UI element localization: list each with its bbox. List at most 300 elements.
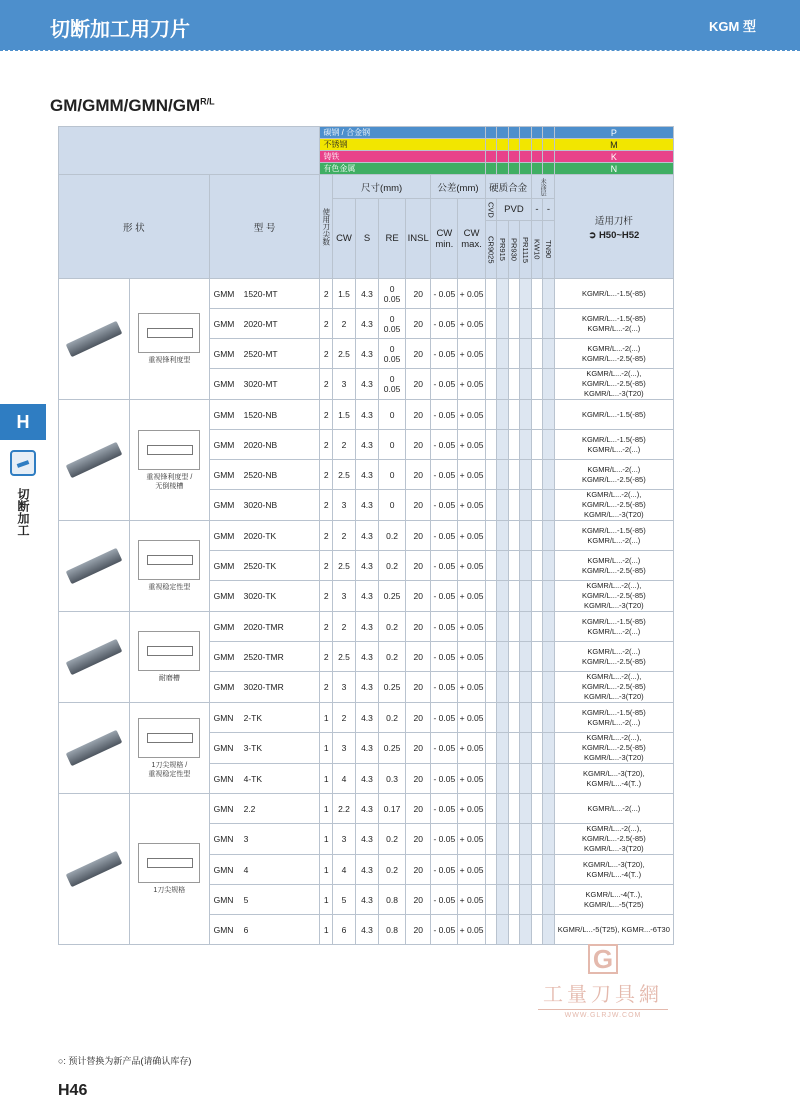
grade-availability (485, 885, 497, 915)
cw-min-value: - 0.05 (431, 824, 458, 855)
re-value: 0.8 (378, 915, 405, 945)
insert-spec-table (58, 126, 674, 945)
grade-availability (543, 733, 555, 764)
footnote: ○: 预计替换为新产品(请确认库存) (58, 1056, 192, 1066)
dash-header: - (531, 199, 543, 221)
grade-availability (508, 279, 520, 309)
grade-availability (520, 764, 532, 794)
grade-availability (543, 430, 555, 460)
grade-availability (520, 915, 532, 945)
grade-availability (531, 430, 543, 460)
grade-availability (543, 703, 555, 733)
re-header: RE (378, 199, 405, 279)
cw-min-value: - 0.05 (431, 490, 458, 521)
model-code: GMN 4 (209, 855, 320, 885)
insert-photo (59, 279, 130, 400)
insert-image (66, 442, 123, 478)
grade-availability (531, 400, 543, 430)
cw-value: 2 (332, 521, 355, 551)
edges-value: 2 (320, 642, 333, 672)
chapter-tab[interactable]: H (0, 404, 46, 440)
grade-availability (508, 490, 520, 521)
grade-availability (497, 551, 509, 581)
model-code: GMM 2520-TMR (209, 642, 320, 672)
header-blank (59, 127, 320, 175)
material-grade-mark (543, 127, 555, 139)
cw-value: 3 (332, 581, 355, 612)
insl-value: 20 (406, 369, 431, 400)
s-value: 4.3 (355, 369, 378, 400)
re-value: 0.2 (378, 551, 405, 581)
cw-value: 2 (332, 612, 355, 642)
s-value: 4.3 (355, 400, 378, 430)
grade-availability (508, 521, 520, 551)
grade-availability (531, 612, 543, 642)
cw-max-value: + 0.05 (458, 824, 485, 855)
table-row[interactable] (59, 794, 674, 824)
s-value: 4.3 (355, 733, 378, 764)
table-row[interactable] (59, 612, 674, 642)
re-value: 0.17 (378, 794, 405, 824)
s-value: 4.3 (355, 339, 378, 369)
insert-drawing (138, 540, 200, 580)
holder-value: KGMR/L...-2(...) KGMR/L...-2.5(-85) (554, 460, 673, 490)
s-value: 4.3 (355, 672, 378, 703)
grade-availability (485, 642, 497, 672)
holder-value: KGMR/L...-2(...) (554, 794, 673, 824)
cw-min-value: - 0.05 (431, 309, 458, 339)
re-value: 0.2 (378, 612, 405, 642)
model-code: GMN 2.2 (209, 794, 320, 824)
material-grade-mark (485, 139, 497, 151)
grade-availability (531, 339, 543, 369)
pvd-header: PVD (497, 199, 532, 221)
re-value: 0 0.05 (378, 339, 405, 369)
page-number: H46 (58, 1082, 88, 1099)
holder-value: KGMR/L...-3(T20), KGMR/L...-4(T..) (554, 855, 673, 885)
s-value: 4.3 (355, 551, 378, 581)
grade-availability (485, 400, 497, 430)
grade-availability (543, 915, 555, 945)
edges-value: 2 (320, 309, 333, 339)
grade-availability (497, 612, 509, 642)
s-value: 4.3 (355, 855, 378, 885)
s-value: 4.3 (355, 309, 378, 339)
cw-min-value: - 0.05 (431, 339, 458, 369)
holder-value: KGMR/L...-2(...) KGMR/L...-2.5(-85) (554, 642, 673, 672)
re-value: 0 (378, 430, 405, 460)
cutoff-tool-icon (10, 450, 36, 476)
grade-availability (531, 521, 543, 551)
grade-availability (520, 581, 532, 612)
insert-photo (59, 612, 130, 703)
edges-value: 2 (320, 612, 333, 642)
grade-availability (497, 279, 509, 309)
shape-header: 形 状 (59, 175, 210, 279)
cw-value: 4 (332, 855, 355, 885)
cw-min-value: - 0.05 (431, 460, 458, 490)
grade-availability (543, 855, 555, 885)
grade-availability (543, 490, 555, 521)
grade-availability (531, 581, 543, 612)
insl-header: INSL (406, 199, 431, 279)
material-grade-mark (485, 163, 497, 175)
holder-value: KGMR/L...-2(...), KGMR/L...-2.5(-85) KGMR/L...-3(T20) (554, 824, 673, 855)
re-value: 0.3 (378, 764, 405, 794)
grade-availability (497, 885, 509, 915)
grade-header: CR9025 (485, 221, 497, 279)
model-code: GMM 1520-NB (209, 400, 320, 430)
grade-availability (531, 490, 543, 521)
model-code: GMM 3020-TK (209, 581, 320, 612)
re-value: 0.25 (378, 733, 405, 764)
edges-value: 1 (320, 764, 333, 794)
cw-max-value: + 0.05 (458, 794, 485, 824)
model-code: GMN 6 (209, 915, 320, 945)
grade-availability (543, 672, 555, 703)
cw-max-value: + 0.05 (458, 400, 485, 430)
insert-image (66, 321, 123, 357)
insert-photo (59, 703, 130, 794)
edges-value: 2 (320, 430, 333, 460)
table-row[interactable] (59, 703, 674, 733)
holder-value: KGMR/L...-5(T25), KGMR...-6T30 (554, 915, 673, 945)
grade-availability (508, 551, 520, 581)
edges-value: 1 (320, 855, 333, 885)
material-grade-mark (497, 151, 509, 163)
cw-max-value: + 0.05 (458, 521, 485, 551)
insl-value: 20 (406, 430, 431, 460)
grade-availability (508, 309, 520, 339)
cw-min-value: - 0.05 (431, 855, 458, 885)
grade-availability (508, 400, 520, 430)
model-code: GMM 1520-MT (209, 279, 320, 309)
grade-availability (508, 855, 520, 885)
cw-min-value: - 0.05 (431, 400, 458, 430)
cw-value: 2.5 (332, 551, 355, 581)
grade-availability (497, 430, 509, 460)
model-code: GMM 2520-NB (209, 460, 320, 490)
grade-availability (520, 279, 532, 309)
grade-availability (508, 733, 520, 764)
edges-value: 1 (320, 915, 333, 945)
cw-value: 2.5 (332, 339, 355, 369)
grade-availability (543, 885, 555, 915)
grade-availability (520, 824, 532, 855)
insl-value: 20 (406, 794, 431, 824)
grade-availability (543, 400, 555, 430)
grade-availability (485, 672, 497, 703)
material-grade-mark (508, 151, 520, 163)
grade-availability (520, 339, 532, 369)
cw-min-value: - 0.05 (431, 764, 458, 794)
material-grade-mark (520, 127, 532, 139)
uncoated-header: 未涂层 (531, 175, 554, 199)
edges-value: 1 (320, 733, 333, 764)
grade-availability (508, 672, 520, 703)
cw-value: 5 (332, 885, 355, 915)
insert-drawing (138, 843, 200, 883)
cw-value: 6 (332, 915, 355, 945)
s-value: 4.3 (355, 642, 378, 672)
grade-availability (531, 885, 543, 915)
insert-diagram (130, 703, 209, 794)
grade-availability (531, 551, 543, 581)
insert-type-caption: 1刀尖规格 (153, 887, 186, 894)
cw-min-value: - 0.05 (431, 551, 458, 581)
insl-value: 20 (406, 764, 431, 794)
cw-header: CW (332, 199, 355, 279)
insl-value: 20 (406, 339, 431, 369)
cw-min-value: - 0.05 (431, 642, 458, 672)
grade-availability (520, 642, 532, 672)
grade-availability (531, 642, 543, 672)
model-code: GMN 4-TK (209, 764, 320, 794)
insl-value: 20 (406, 703, 431, 733)
model-code: GMM 2520-TK (209, 551, 320, 581)
grade-header: PR1115 (520, 221, 532, 279)
insert-drawing (138, 718, 200, 758)
insl-value: 20 (406, 855, 431, 885)
grade-availability (485, 369, 497, 400)
watermark-text: 工量刀具網 (543, 984, 663, 1006)
cw-max-value: + 0.05 (458, 309, 485, 339)
grade-availability (543, 460, 555, 490)
grade-availability (520, 551, 532, 581)
grade-availability (508, 642, 520, 672)
model-code: GMM 3020-MT (209, 369, 320, 400)
insert-photo (59, 521, 130, 612)
cw-max-value: + 0.05 (458, 855, 485, 885)
edges-value: 2 (320, 339, 333, 369)
grade-availability (520, 672, 532, 703)
watermark-logo: G (588, 944, 618, 974)
cw-min-value: - 0.05 (431, 703, 458, 733)
cw-min-value: - 0.05 (431, 430, 458, 460)
grade-availability (543, 581, 555, 612)
material-code: N (554, 163, 673, 175)
model-code: GMM 2520-MT (209, 339, 320, 369)
cw-max-value: + 0.05 (458, 612, 485, 642)
material-code: M (554, 139, 673, 151)
insert-type-caption: 重视锋利度型 / 无倒棱槽 (146, 473, 193, 490)
watermark-url: WWW.GLRJW.COM (538, 1009, 668, 1019)
cw-max-value: + 0.05 (458, 764, 485, 794)
cw-value: 3 (332, 490, 355, 521)
material-grade-mark (520, 151, 532, 163)
cw-value: 4 (332, 764, 355, 794)
re-value: 0.2 (378, 855, 405, 885)
re-value: 0 0.05 (378, 279, 405, 309)
insert-drawing (138, 313, 200, 353)
material-grade-mark (508, 127, 520, 139)
edges-value: 2 (320, 672, 333, 703)
material-grade-mark (485, 151, 497, 163)
insl-value: 20 (406, 672, 431, 703)
holder-value: KGMR/L...-1.5(-85) KGMR/L...-2(...) (554, 612, 673, 642)
grade-header: PR930 (508, 221, 520, 279)
grade-availability (508, 915, 520, 945)
grade-availability (520, 885, 532, 915)
cw-min-value: - 0.05 (431, 885, 458, 915)
edges-value: 2 (320, 369, 333, 400)
edges-value: 1 (320, 885, 333, 915)
insl-value: 20 (406, 581, 431, 612)
dash-header: - (543, 199, 555, 221)
cw-min-value: - 0.05 (431, 279, 458, 309)
cvd-header: CVD (485, 199, 497, 221)
material-row (59, 127, 674, 139)
edges-value: 2 (320, 460, 333, 490)
s-value: 4.3 (355, 885, 378, 915)
grade-availability (531, 733, 543, 764)
grade-availability (520, 855, 532, 885)
holder-value: KGMR/L...-1.5(-85) (554, 279, 673, 309)
material-grade-mark (531, 127, 543, 139)
insert-diagram (130, 400, 209, 521)
cw-value: 2 (332, 309, 355, 339)
model-code: GMN 2-TK (209, 703, 320, 733)
grade-availability (497, 855, 509, 885)
grade-availability (508, 703, 520, 733)
cw-max-header: CW max. (458, 199, 485, 279)
re-value: 0 0.05 (378, 309, 405, 339)
s-value: 4.3 (355, 915, 378, 945)
table-row[interactable] (59, 521, 674, 551)
watermark (538, 944, 668, 1019)
table-row[interactable] (59, 400, 674, 430)
holder-header: 适用刀杆 ➲ H50~H52 (554, 175, 673, 279)
holder-value: KGMR/L...-2(...), KGMR/L...-2.5(-85) KGMR/L...-3(T20) (554, 733, 673, 764)
insert-photo (59, 400, 130, 521)
grade-availability (497, 581, 509, 612)
holder-value: KGMR/L...-1.5(-85) (554, 400, 673, 430)
cw-max-value: + 0.05 (458, 369, 485, 400)
re-value: 0.8 (378, 885, 405, 915)
grade-availability (543, 642, 555, 672)
grade-availability (520, 521, 532, 551)
holder-value: KGMR/L...-2(...), KGMR/L...-2.5(-85) KGMR/L...-3(T20) (554, 581, 673, 612)
holder-value: KGMR/L...-1.5(-85) KGMR/L...-2(...) (554, 703, 673, 733)
grade-header: PR915 (497, 221, 509, 279)
grade-availability (543, 612, 555, 642)
grade-availability (497, 915, 509, 945)
s-value: 4.3 (355, 612, 378, 642)
grade-availability (531, 309, 543, 339)
grade-availability (543, 824, 555, 855)
grade-availability (508, 794, 520, 824)
grade-availability (508, 764, 520, 794)
holder-value: KGMR/L...-4(T..), KGMR/L...-5(T25) (554, 885, 673, 915)
grade-availability (520, 490, 532, 521)
grade-availability (531, 279, 543, 309)
cw-max-value: + 0.05 (458, 430, 485, 460)
grade-availability (531, 460, 543, 490)
page-header-bar (0, 0, 800, 50)
cw-max-value: + 0.05 (458, 490, 485, 521)
holder-value: KGMR/L...-3(T20), KGMR/L...-4(T..) (554, 764, 673, 794)
grade-availability (508, 339, 520, 369)
grade-availability (543, 521, 555, 551)
insl-value: 20 (406, 824, 431, 855)
cw-value: 3 (332, 672, 355, 703)
s-value: 4.3 (355, 490, 378, 521)
insl-value: 20 (406, 490, 431, 521)
re-value: 0.25 (378, 672, 405, 703)
material-grade-mark (497, 139, 509, 151)
grade-availability (520, 400, 532, 430)
model-header: 型 号 (209, 175, 320, 279)
holder-value: KGMR/L...-1.5(-85) KGMR/L...-2(...) (554, 309, 673, 339)
re-value: 0 (378, 490, 405, 521)
holder-value: KGMR/L...-1.5(-85) KGMR/L...-2(...) (554, 430, 673, 460)
grade-availability (531, 703, 543, 733)
grade-availability (497, 764, 509, 794)
insl-value: 20 (406, 733, 431, 764)
insl-value: 20 (406, 551, 431, 581)
grade-availability (520, 733, 532, 764)
material-grade-mark (531, 139, 543, 151)
grade-availability (497, 794, 509, 824)
grade-availability (485, 430, 497, 460)
cw-value: 2.5 (332, 642, 355, 672)
re-value: 0 (378, 460, 405, 490)
grade-availability (485, 612, 497, 642)
grade-availability (485, 824, 497, 855)
grade-availability (508, 885, 520, 915)
cw-max-value: + 0.05 (458, 703, 485, 733)
re-value: 0.25 (378, 581, 405, 612)
header-row-1 (59, 175, 674, 199)
material-grade-mark (508, 139, 520, 151)
s-value: 4.3 (355, 703, 378, 733)
cw-value: 2.2 (332, 794, 355, 824)
material-label: 有色金属 (320, 163, 485, 175)
s-value: 4.3 (355, 460, 378, 490)
s-value: 4.3 (355, 279, 378, 309)
grade-availability (485, 460, 497, 490)
insert-image (66, 639, 123, 675)
model-code: GMM 2020-TK (209, 521, 320, 551)
cw-max-value: + 0.05 (458, 460, 485, 490)
insert-image (66, 851, 123, 887)
edges-value: 2 (320, 400, 333, 430)
holder-value: KGMR/L...-1.5(-85) KGMR/L...-2(...) (554, 521, 673, 551)
insl-value: 20 (406, 915, 431, 945)
grade-availability (531, 672, 543, 703)
re-value: 0.2 (378, 521, 405, 551)
grade-availability (485, 703, 497, 733)
holder-value: KGMR/L...-2(...) KGMR/L...-2.5(-85) (554, 551, 673, 581)
material-grade-mark (497, 163, 509, 175)
insert-type-caption: 1刀尖规格 / 重视稳定性型 (148, 761, 191, 778)
grade-availability (543, 279, 555, 309)
grade-availability (543, 369, 555, 400)
model-code: GMM 2020-NB (209, 430, 320, 460)
grade-availability (520, 430, 532, 460)
edges-value: 2 (320, 490, 333, 521)
grade-availability (531, 855, 543, 885)
edges-value: 2 (320, 279, 333, 309)
grade-availability (520, 612, 532, 642)
cw-max-value: + 0.05 (458, 279, 485, 309)
cw-min-value: - 0.05 (431, 915, 458, 945)
grade-availability (508, 369, 520, 400)
carbide-header: 硬质合金 (485, 175, 531, 199)
insert-diagram (130, 794, 209, 945)
material-label: 不锈钢 (320, 139, 485, 151)
table-row[interactable] (59, 279, 674, 309)
